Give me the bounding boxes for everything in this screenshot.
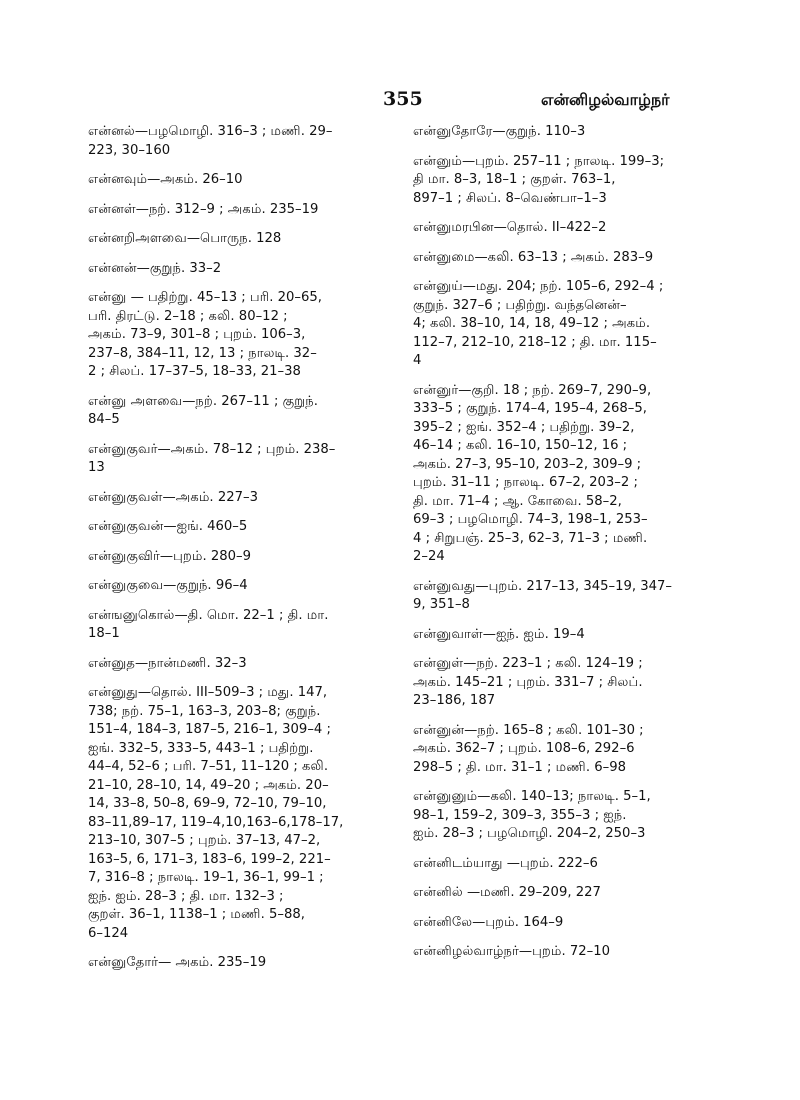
index-entry [88, 684, 384, 943]
index-entry-line: என்னிழல்வாழ்நர்—புறம். 72–10 [413, 944, 611, 959]
index-entry-line: 223, 30–160 [88, 142, 171, 158]
index-entry-line: 395–2 ; ஐங். 352–4 ; பதிற்று. 39–2, [413, 419, 635, 435]
index-entry-line: என்னிடம்யாது —புறம். 222–6 [413, 855, 598, 871]
index-entry-line: 4; கலி. 38–10, 14, 18, 49–12 ; அகம். [413, 316, 651, 331]
index-entry-line: அகம். 73–9, 301–8 ; புறம். 106–3, [88, 327, 306, 342]
index-entry [88, 548, 384, 567]
index-entry [413, 855, 709, 874]
index-entry-line: என்னுகுவள்—அகம். 227–3 [88, 489, 258, 505]
index-entry-line: 2–24 [413, 549, 445, 564]
index-entry [413, 249, 709, 268]
index-entry-line: என்னுவாள்—ஐந். ஐம். 19–4 [413, 626, 585, 642]
index-entry-line: என்னல்—பழமொழி. 316–3 ; மணி. 29– [88, 124, 333, 139]
index-entry-line: தி. மா. 71–4 ; ஆ. கோவை. 58–2, [413, 493, 622, 509]
index-entry-line: அகம். 362–7 ; புறம். 108–6, 292–6 [413, 741, 635, 756]
index-entry-line: என்னவும்—அகம். 26–10 [88, 172, 243, 187]
index-entry-line: அகம். 145–21 ; புறம். 331–7 ; சிலப். [413, 674, 643, 690]
index-entry-line: 84–5 [88, 412, 120, 427]
index-entry-line: 213–10, 307–5 ; புறம். 37–13, 47–2, [88, 833, 321, 848]
index-entry-line: 13 [88, 460, 105, 475]
index-entry-line: என்னில் —மணி. 29–209, 227 [413, 885, 601, 900]
index-entry-line: 21–10, 28–10, 14, 49–20 ; அகம். 20– [88, 777, 329, 793]
index-entry-line: 9, 351–8 [413, 597, 470, 612]
index-entry [88, 577, 384, 596]
index-entry-line: 7, 316–8 ; நாலடி. 19–1, 36–1, 99–1 ; [88, 870, 324, 885]
index-entry [413, 382, 709, 567]
index-entry-line: என்னறிஅளவை—பொருந. 128 [88, 231, 282, 246]
index-entry-line: என்னிலே—புறம். 164–9 [413, 914, 564, 930]
index-entry [413, 655, 709, 711]
index-entry-line: 112–7, 212–10, 218–12 ; தி. மா. 115– [413, 334, 657, 350]
index-entry-line: என்னுவது—புறம். 217–13, 345–19, 347– [413, 578, 673, 594]
index-entry-line: என்னுது—தொல். III–509–3 ; மது. 147, [88, 685, 328, 700]
index-entry-line: ஐங். 332–5, 333–5, 443–1 ; பதிற்று. [88, 740, 314, 756]
index-entry [88, 655, 384, 674]
index-entry [413, 943, 709, 962]
index-entry [413, 278, 709, 371]
index-entry-line: என்னுகுவை—குறுந். 96–4 [88, 578, 248, 593]
index-entry-line: 98–1, 159–2, 309–3, 355–3 ; ஐந். [413, 807, 627, 823]
index-entry-line: 4 [413, 353, 422, 368]
index-entry [413, 626, 709, 645]
index-column-right [413, 123, 709, 973]
index-entry [413, 884, 709, 903]
index-entry-line: ஐம். 28–3 ; பழமொழி. 204–2, 250–3 [413, 826, 646, 841]
index-entry-line: பரி. திரட்டு. 2–18 ; கலி. 80–12 ; [88, 308, 288, 324]
index-entry-line: 6–124 [88, 925, 129, 941]
index-entry [88, 201, 384, 220]
page-number: 355 [383, 88, 423, 110]
index-entry-line: 163–5, 6, 171–3, 183–6, 199–2, 221– [88, 851, 331, 867]
index-entry-line: என்னுதோர்— அகம். 235–19 [88, 955, 267, 970]
index-entry-line: 2 ; சிலப். 17–37–5, 18–33, 21–38 [88, 364, 301, 379]
index-entry-line: ஐந். ஐம். 28–3 ; தி. மா. 132–3 ; [88, 888, 284, 904]
index-entry [88, 393, 384, 430]
index-entry-line: தி மா. 8–3, 18–1 ; குறள். 763–1, [413, 172, 616, 187]
index-entry-line: 69–3 ; பழமொழி. 74–3, 198–1, 253– [413, 512, 648, 527]
index-entry-line: 14, 33–8, 50–8, 69–9, 72–10, 79–10, [88, 796, 327, 811]
index-entry [88, 260, 384, 279]
index-entry-line: என்னும்—புறம். 257–11 ; நாலடி. 199–3; [413, 153, 665, 169]
index-entry-line: என்னுத—நான்மணி. 32–3 [88, 655, 247, 671]
index-entry-line: என்னுமரபின—தொல். II–422–2 [413, 220, 607, 235]
index-entry-line: என்னுகுவிர்—புறம். 280–9 [88, 548, 252, 564]
index-entry-line: குறுந். 327–6 ; பதிற்று. வந்தனென்– [413, 297, 627, 313]
index-entry-line: என்னன்—குறுந். 33–2 [88, 260, 222, 276]
index-entry [88, 607, 384, 644]
index-entry [88, 289, 384, 382]
index-entry-line: 151–4, 184–3, 187–5, 216–1, 309–4 ; [88, 722, 331, 737]
index-entry-line: என்னுன்—நற். 165–8 ; கலி. 101–30 ; [413, 722, 644, 738]
index-entry-line: புறம். 31–11 ; நாலடி. 67–2, 203–2 ; [413, 475, 638, 490]
index-entry [88, 441, 384, 478]
index-entry-line: என்னுமை—கலி. 63–13 ; அகம். 283–9 [413, 249, 654, 265]
index-entry [413, 914, 709, 933]
index-entry-line: என்னுய்—மது. 204; நற். 105–6, 292–4 ; [413, 279, 664, 294]
index-entry-line: 897–1 ; சிலப். 8–வெண்பா–1–3 [413, 190, 607, 206]
index-entry-line: என்னு — பதிற்று. 45–13 ; பரி. 20–65, [88, 290, 322, 305]
index-entry-line: 83–11,89–17, 119–4,10,163–6,178–17, [88, 814, 344, 830]
index-entry-line: என்னு அளவை—நற். 267–11 ; குறுந். [88, 393, 318, 409]
index-entry-line: என்னள்—நற். 312–9 ; அகம். 235–19 [88, 201, 319, 217]
index-entry [88, 123, 384, 160]
index-entry-line: 18–1 [88, 626, 120, 641]
index-entry [88, 954, 384, 973]
index-entry [413, 722, 709, 778]
index-entry-line: 738; நற். 75–1, 163–3, 203–8; குறுந். [88, 703, 321, 719]
index-entry [88, 230, 384, 249]
index-entry-line: என்ஙனுகொல்—தி. மொ. 22–1 ; தி. மா. [88, 607, 329, 623]
index-entry [88, 489, 384, 508]
index-entry-line: 333–5 ; குறுந். 174–4, 195–4, 268–5, [413, 401, 647, 416]
index-entry [413, 123, 709, 142]
index-entry [413, 788, 709, 844]
index-entry-line: என்னுர்—குறி. 18 ; நற். 269–7, 290–9, [413, 382, 652, 398]
index-entry-line: அகம். 27–3, 95–10, 203–2, 309–9 ; [413, 456, 642, 472]
index-entry-line: என்னுகுவர்—அகம். 78–12 ; புறம். 238– [88, 441, 336, 457]
index-entry-line: என்னுள்—நற். 223–1 ; கலி. 124–19 ; [413, 656, 643, 671]
index-entry-line: 44–4, 52–6 ; பரி. 7–51, 11–120 ; கலி. [88, 759, 329, 774]
index-entry-line: 4 ; சிறுபஞ். 25–3, 62–3, 71–3 ; மணி. [413, 530, 648, 546]
index-entry [88, 171, 384, 190]
index-entry [413, 578, 709, 615]
index-entry-line: குறள். 36–1, 1138–1 ; மணி. 5–88, [88, 907, 305, 922]
index-entry [88, 518, 384, 537]
index-entry-line: 237–8, 384–11, 12, 13 ; நாலடி. 32– [88, 345, 317, 361]
index-entry-line: என்னுனும்—கலி. 140–13; நாலடி. 5–1, [413, 789, 651, 804]
index-entry [413, 153, 709, 209]
running-head: என்னிழல்வாழ்நர் [541, 90, 670, 109]
index-column-left [88, 123, 384, 984]
index-entry-line: என்னுகுவன்—ஐங். 460–5 [88, 519, 248, 534]
index-entry-line: 298–5 ; தி. மா. 31–1 ; மணி. 6–98 [413, 759, 627, 775]
index-entry-line: என்னுதோரே—குறுந். 110–3 [413, 124, 586, 139]
index-entry-line: 23–186, 187 [413, 693, 496, 708]
index-entry [413, 219, 709, 238]
index-entry-line: 46–14 ; கலி. 16–10, 150–12, 16 ; [413, 438, 628, 453]
